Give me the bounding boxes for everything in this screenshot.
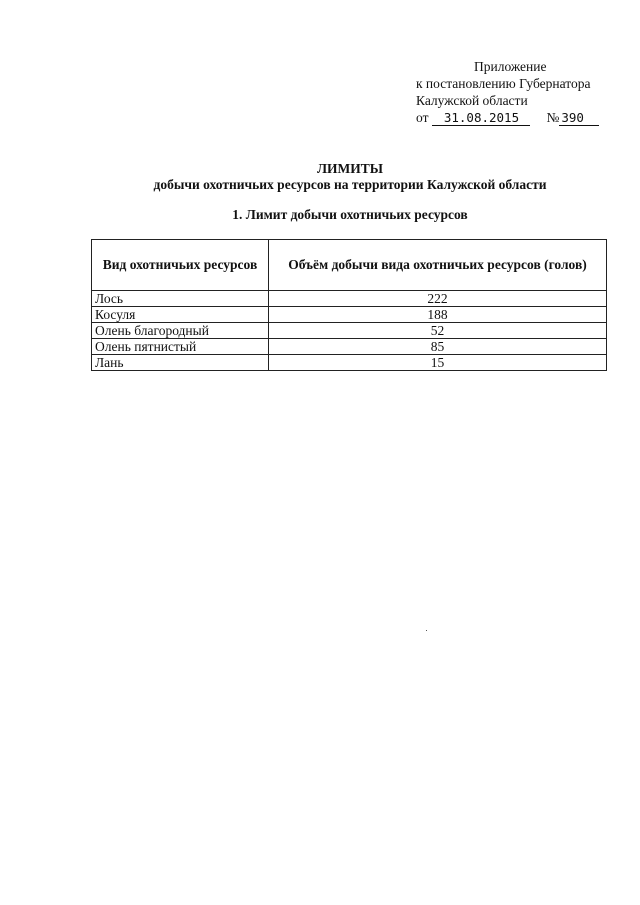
species-cell: Лань xyxy=(92,355,269,371)
section-heading: 1. Лимит добычи охотничьих ресурсов xyxy=(232,207,468,222)
amount-cell: 15 xyxy=(269,355,607,371)
appendix-block xyxy=(416,58,616,126)
header-amount: Объём добычи вида охотничьих ресурсов (голов) xyxy=(269,240,607,291)
species-cell: Косуля xyxy=(92,307,269,323)
appendix-label: Приложение xyxy=(474,59,547,74)
decree-date: 31.08.2015 xyxy=(432,110,530,126)
amount-cell: 188 xyxy=(269,307,607,323)
document-subtitle: добычи охотничьих ресурсов на территории Калужской области xyxy=(153,177,547,192)
species-cell: Олень благородный xyxy=(92,323,269,339)
table-row xyxy=(92,355,607,371)
header-species: Вид охотничьих ресурсов xyxy=(92,240,269,291)
amount-cell: 52 xyxy=(269,323,607,339)
table-row xyxy=(92,307,607,323)
species-cell: Олень пятнистый xyxy=(92,339,269,355)
appendix-decree-ref: к постановлению Губернатора xyxy=(416,76,591,91)
limits-table xyxy=(91,239,607,371)
decree-number: 390 xyxy=(559,110,599,126)
table-row xyxy=(92,323,607,339)
table-row xyxy=(92,339,607,355)
table-row xyxy=(92,291,607,307)
document-title: ЛИМИТЫ xyxy=(316,161,384,176)
scan-speck xyxy=(426,630,427,631)
appendix-date-row xyxy=(416,109,616,126)
species-cell: Лось xyxy=(92,291,269,307)
table-header-row xyxy=(92,240,607,291)
amount-cell: 85 xyxy=(269,339,607,355)
amount-cell: 222 xyxy=(269,291,607,307)
appendix-region: Калужской области xyxy=(416,93,528,108)
number-sign: № xyxy=(546,110,560,125)
date-prefix: от xyxy=(416,110,429,125)
